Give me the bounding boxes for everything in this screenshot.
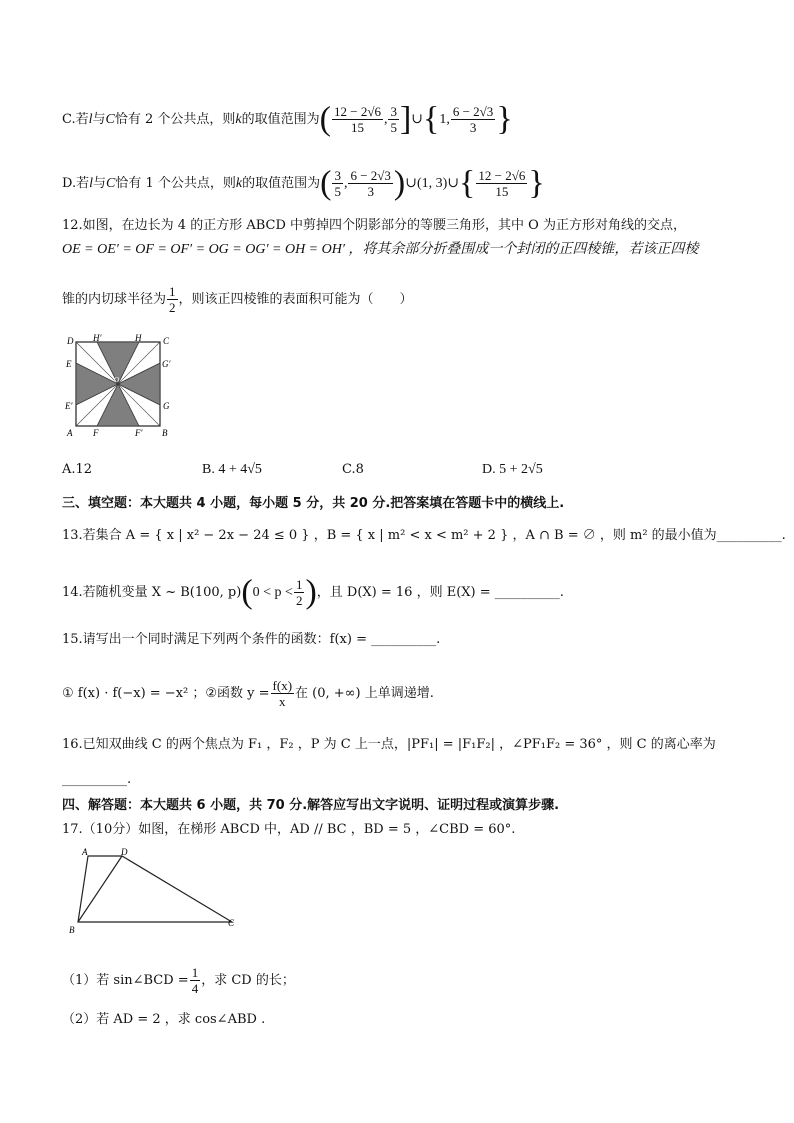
label-f: F <box>93 428 99 438</box>
frac-num: 12 − 2√6 <box>478 168 526 183</box>
frac-den: 15 <box>495 184 509 199</box>
frac-num: 1 <box>169 284 176 299</box>
label-d: D <box>67 336 74 346</box>
frac-c2 <box>388 104 399 135</box>
bracket-close: ] <box>399 100 412 138</box>
union-sign: ∪ <box>411 112 424 127</box>
var-k: k <box>235 112 242 127</box>
brace-open: { <box>459 164 476 202</box>
paren-open: ( <box>320 164 332 202</box>
frac-num: f(x) <box>272 678 293 693</box>
text-range: 的取值范围为 <box>241 112 320 127</box>
q12-text-a: 锥的内切球半径为 <box>62 292 167 307</box>
var-c: C <box>105 112 115 127</box>
frac-den: 4 <box>191 981 199 996</box>
q14-text-c: ，且 D(X) = 16 ，则 E(X) = __________. <box>316 585 564 600</box>
label-e-prime: E′ <box>65 401 73 411</box>
frac-num: 3 <box>390 104 397 119</box>
frac-den: 5 <box>334 184 341 199</box>
brace-close: } <box>496 100 513 138</box>
q12-option-b: B. 4 + 4√5 <box>202 462 262 477</box>
label-o: O <box>114 376 120 384</box>
paren-close: ) <box>305 573 317 611</box>
frac-num: 12 − 2√6 <box>333 104 381 119</box>
label-g: G <box>163 401 170 411</box>
union-sign: ∪ <box>447 176 460 191</box>
label-b: B <box>162 428 168 438</box>
option-d-line <box>62 164 545 202</box>
text-yu: 与 <box>92 176 106 191</box>
frac-q17 <box>190 965 201 996</box>
q15-cond-b: 在 (0, +∞) 上单调递增. <box>295 686 434 701</box>
q17-text: 17.（10分）如图，在梯形 ABCD 中，AD // BC ，BD = 5 ，∠CBD = 60°. <box>62 822 516 837</box>
diagonal-bd <box>78 856 122 922</box>
frac-c1 <box>332 104 383 135</box>
var-l: l <box>88 112 93 127</box>
label-e: E <box>66 359 72 369</box>
comma: , <box>383 112 388 127</box>
frac-den: 3 <box>367 184 374 199</box>
comma: , <box>343 176 348 191</box>
label-a: A <box>67 428 73 438</box>
frac-q15 <box>271 678 295 709</box>
frac-d2 <box>348 168 392 199</box>
trapezoid-figure <box>62 844 252 936</box>
frac-d3 <box>476 168 527 199</box>
q12-option-c: C.8 <box>342 462 364 477</box>
paren-open: ( <box>319 100 331 138</box>
union-sign: ∪ <box>405 176 417 191</box>
q17-part1-b: ，求 CD 的长； <box>201 973 295 988</box>
option-c-line <box>62 100 513 138</box>
q15-cond-a: ① f(x) · f(−x) = −x² ；②函数 y = <box>62 686 270 701</box>
section-3-heading: 三、填空题：本大题共 4 小题，每小题 5 分，共 20 分.把答案填在答题卡中的横线上. <box>62 496 565 511</box>
q12-line1: 12.如图，在边长为 4 的正方形 ABCD 中剪掉四个阴影部分的等腰三角形，其中 O 为正方形对角线的交点， <box>62 218 686 233</box>
q12-line3 <box>62 284 413 315</box>
label-g-prime: G′ <box>162 359 171 369</box>
frac-den: x <box>279 694 286 709</box>
text-one-point: 恰有 1 个公共点，则 <box>115 176 236 191</box>
frac-num: 6 − 2√3 <box>350 168 391 183</box>
q14-text-a: 14.若随机变量 X ~ B(100, p) <box>62 585 242 600</box>
option-d-prefix: D.若 <box>62 176 90 191</box>
label-c: C <box>163 336 170 346</box>
var-l: l <box>89 176 93 191</box>
q14-line <box>62 573 564 611</box>
q15-conditions <box>62 678 434 709</box>
option-c-prefix: C.若 <box>62 112 89 127</box>
label-f-prime: F′ <box>135 428 143 438</box>
square-figure <box>62 334 174 440</box>
q17-part2: （2）若 AD = 2 ，求 cos∠ABD . <box>62 1012 266 1027</box>
q14-ineq: 0 < p < <box>252 585 293 600</box>
label-c: C <box>228 918 235 928</box>
frac-q14 <box>294 577 305 608</box>
var-c: C <box>106 176 116 191</box>
text-range: 的取值范围为 <box>242 176 321 191</box>
frac-num: 1 <box>295 577 303 592</box>
frac-num: 3 <box>334 168 341 183</box>
paren-close: ) <box>393 164 406 202</box>
var-k: k <box>235 176 243 191</box>
frac-d1 <box>332 168 343 199</box>
label-a: A <box>82 847 88 857</box>
q12-option-a: A.12 <box>62 462 93 477</box>
q17-part1 <box>62 965 295 996</box>
frac-den: 15 <box>350 120 364 135</box>
q15-text: 15.请写出一个同时满足下列两个条件的函数：f(x) = __________. <box>62 632 441 647</box>
frac-num: 1 <box>191 965 199 980</box>
label-h: H <box>135 334 142 343</box>
frac-c3 <box>451 104 495 135</box>
text-two-points: 恰有 2 个公共点，则 <box>114 112 236 127</box>
frac-num: 6 − 2√3 <box>452 104 494 119</box>
q12-option-d: D. 5 + 2√5 <box>482 462 543 477</box>
label-h-prime: H′ <box>93 334 102 343</box>
trapezoid-outline <box>78 856 232 922</box>
interval-1-3: (1, 3) <box>416 176 448 191</box>
frac-half <box>167 284 178 315</box>
brace-close: } <box>528 164 545 202</box>
q12-text-b: ，则该正四棱锥的表面积可能为（ ） <box>178 292 413 307</box>
label-d: D <box>121 847 128 857</box>
frac-den: 2 <box>295 593 303 608</box>
q13-text: 13.若集合 A = { x | x² − 2x − 24 ≤ 0 } ，B = { x | m² < x < m² + 2 } ，A ∩ B = ∅ ，则 m² 的最小值为__________. <box>62 528 786 543</box>
text-yu: 与 <box>92 112 106 127</box>
paren-open: ( <box>241 573 253 611</box>
brace-open: { <box>423 100 440 138</box>
q16-blank: __________. <box>62 772 132 787</box>
section-4-heading: 四、解答题：本大题共 6 小题，共 70 分.解答应写出文字说明、证明过程或演算步骤. <box>62 798 560 813</box>
q12-line2: OE = OE′ = OF = OF′ = OG = OG′ = OH = OH′ ，将其余部分折叠围成一个封闭的正四棱锥，若该正四棱 <box>62 242 699 257</box>
q17-part1-a: （1）若 sin∠BCD = <box>62 973 189 988</box>
frac-den: 5 <box>390 120 397 135</box>
label-b: B <box>69 925 75 935</box>
set-one: 1, <box>439 112 450 127</box>
frac-den: 2 <box>169 300 176 315</box>
q16-text: 16.已知双曲线 C 的两个焦点为 F₁ ，F₂ ，P 为 C 上一点，|PF₁| = |F₁F₂| ，∠PF₁F₂ = 36° ，则 C 的离心率为 <box>62 737 716 752</box>
frac-den: 3 <box>469 120 477 135</box>
